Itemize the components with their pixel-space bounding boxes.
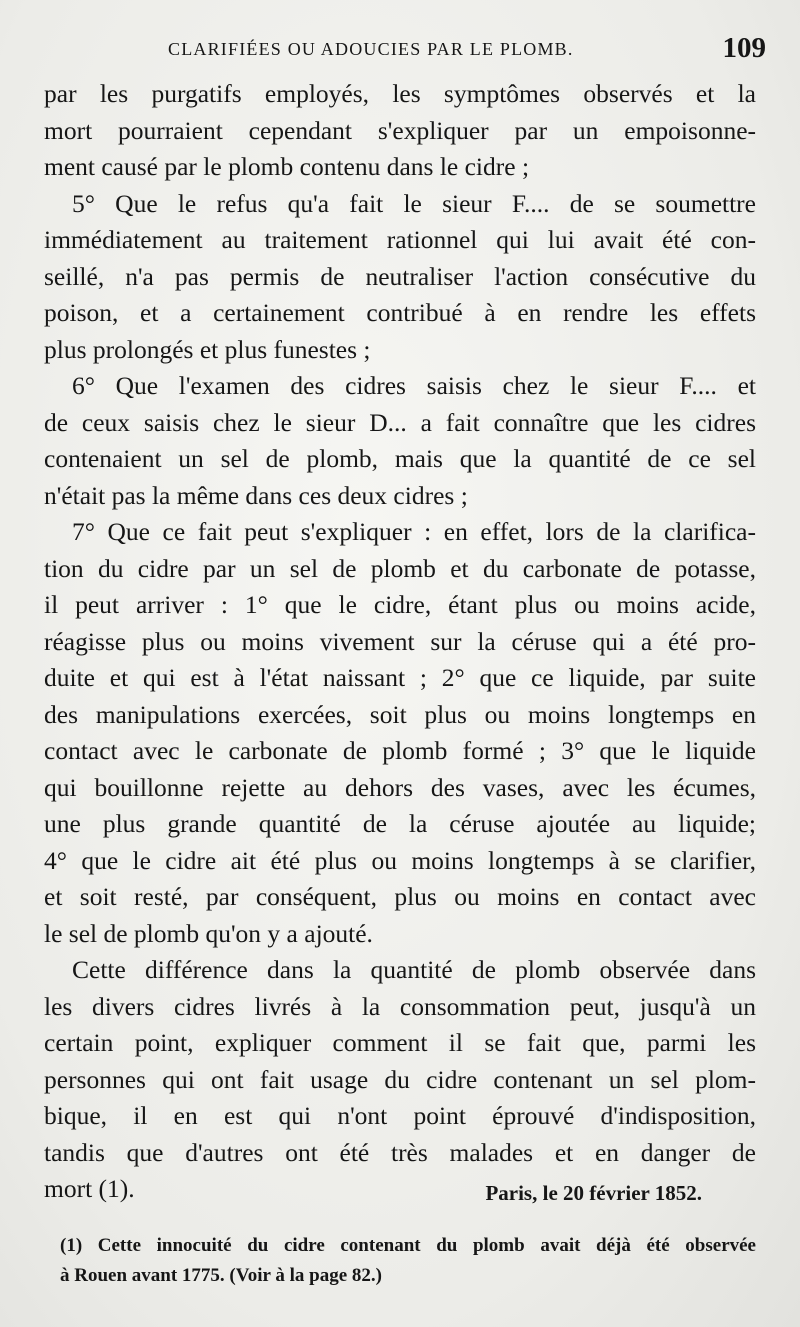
text-line: par les purgatifs employés, les symptômes observés et la <box>44 79 756 108</box>
text-line: de ceux saisis chez le sieur D... a fait connaître que les cidres <box>44 407 756 437</box>
text-line: il peut arriver : 1° que le cidre, étant plus ou moins acide, <box>44 590 756 619</box>
text-line: et soit resté, par conséquent, plus ou moins en contact avec <box>44 882 756 911</box>
text-line: poison, et a certainement contribué à en rendre les effets <box>44 298 756 327</box>
text-line: duite et qui est à l'état naissant ; 2° que ce liquide, par suite <box>44 663 756 692</box>
page-number: 109 <box>722 32 766 64</box>
footnote <box>60 1231 756 1291</box>
footnote-line: à Rouen avant 1775. (Voir à la page 82.) <box>60 1265 382 1286</box>
footnote-line: (1) Cette innocuité du cidre contenant du plomb avait déjà été observée <box>60 1235 756 1256</box>
text-line: mort (1). <box>44 1174 135 1203</box>
text-line: qui bouillonne rejette au dehors des vases, avec les écumes, <box>44 772 756 802</box>
text-line: Cette différence dans la quantité de plomb observée dans <box>72 955 756 984</box>
text-line: des manipulations exercées, soit plus ou moins longtemps en <box>44 699 756 729</box>
text-line: certain point, expliquer comment il se fait que, parmi les <box>44 1028 756 1057</box>
page-header <box>168 32 766 68</box>
text-line: contact avec le carbonate de plomb formé ; 3° que le liquide <box>44 736 756 765</box>
text-line: 7° Que ce fait peut s'expliquer : en effet, lors de la clarifica- <box>72 517 756 546</box>
date-signature: Paris, le 20 février 1852. <box>485 1181 702 1205</box>
text-line: personnes qui ont fait usage du cidre contenant un sel plom- <box>44 1064 756 1094</box>
text-line: immédiatement au traitement rationnel qui lui avait été con- <box>44 225 756 254</box>
text-line: seillé, n'a pas permis de neutraliser l'action consécutive du <box>44 261 756 291</box>
text-line: le sel de plomb qu'on y a ajouté. <box>44 918 373 948</box>
text-line: 4° que le cidre ait été plus ou moins longtemps à se clarifier, <box>44 845 756 875</box>
text-line: tion du cidre par un sel de plomb et du carbonate de potasse, <box>44 553 756 583</box>
text-line: bique, il en est qui n'ont point éprouvé d'indisposition, <box>44 1101 756 1130</box>
text-line: ment causé par le plomb contenu dans le cidre ; <box>44 152 530 181</box>
text-line: 6° Que l'examen des cidres saisis chez le sieur F.... et <box>72 371 756 400</box>
text-line: contenaient un sel de plomb, mais que la quantité de ce sel <box>44 444 756 473</box>
text-line: une plus grande quantité de la céruse ajoutée au liquide; <box>44 809 756 838</box>
text-line: les divers cidres livrés à la consommation peut, jusqu'à un <box>44 991 756 1021</box>
text-line: plus prolongés et plus funestes ; <box>44 334 371 364</box>
text-line: n'était pas la même dans ces deux cidres ; <box>44 480 468 510</box>
text-line: réagisse plus ou moins vivement sur la céruse qui a été pro- <box>44 626 756 656</box>
text-line: mort pourraient cependant s'expliquer par un empoisonne- <box>44 115 756 145</box>
body-text <box>44 76 756 1208</box>
running-head: CLARIFIÉES OU ADOUCIES PAR LE PLOMB. <box>168 39 574 59</box>
text-line: 5° Que le refus qu'a fait le sieur F.... de se soumettre <box>72 188 756 218</box>
text-line: tandis que d'autres ont été très malades et en danger de <box>44 1137 756 1167</box>
